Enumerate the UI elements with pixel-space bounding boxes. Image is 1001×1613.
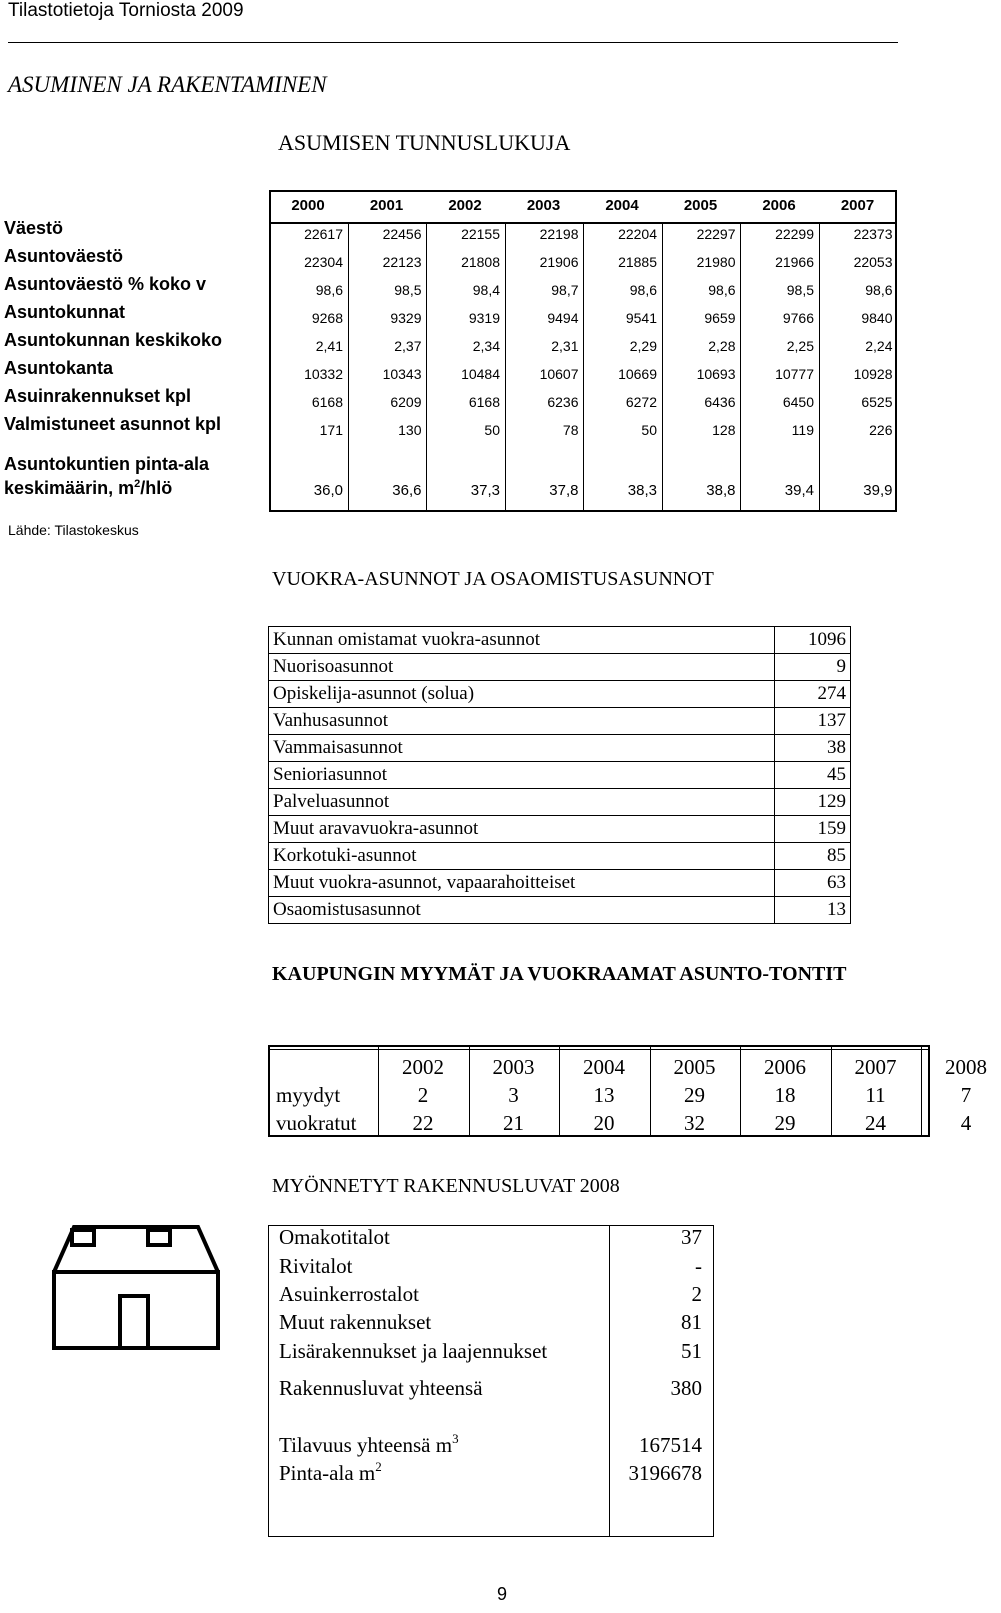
house-icon [52, 1222, 220, 1355]
table2-value: 38 [774, 735, 850, 762]
table3-cell: 29 [684, 1083, 705, 1107]
table1-cell: 9766 [782, 310, 814, 326]
table1-column-divider [426, 222, 427, 512]
table1-cell: 21966 [775, 254, 814, 270]
table4-row-label: Asuinkerrostalot [279, 1282, 419, 1306]
table1-cell: 2,34 [472, 338, 500, 354]
table1-cell: 10928 [853, 366, 893, 382]
table3-cell: 22 [412, 1111, 434, 1135]
table3-row-label: vuokratut [276, 1111, 357, 1135]
table1-cell: 10484 [461, 366, 500, 382]
table1-column-divider [819, 222, 820, 512]
table1-cell: 22304 [304, 254, 343, 270]
table1-year-header: 2001 [369, 197, 404, 214]
table4-row-value: 2 [691, 1282, 702, 1306]
table3-row-label: myydyt [276, 1083, 341, 1107]
table2-row [269, 654, 851, 681]
table4-row-value: 37 [681, 1225, 702, 1249]
table4-row-label: Muut rakennukset [279, 1310, 432, 1334]
table3-cell: 21 [503, 1111, 524, 1135]
table3-year-header: 2004 [583, 1055, 625, 1079]
table4-row-value: - [695, 1254, 702, 1278]
table1-cell: 2,37 [394, 338, 422, 354]
table1-cell: 98,6 [708, 282, 736, 298]
unit-superscript: 2 [375, 1459, 382, 1474]
table1-cell: 2,31 [551, 338, 579, 354]
table1-year-header: 2003 [526, 197, 561, 214]
table1-cell: 6168 [468, 394, 500, 410]
table1-cell: 119 [791, 422, 814, 438]
table1-row-label: Väestö [4, 218, 64, 238]
table3-top-rule [270, 1049, 928, 1050]
table3-year-header: 2005 [673, 1055, 716, 1079]
table1-column-divider [505, 222, 506, 512]
table2-row [269, 789, 851, 816]
table1-year-header: 2007 [840, 197, 875, 214]
table1-cell: 21980 [696, 254, 736, 270]
table1-cell: 21885 [618, 254, 657, 270]
table3-year-header: 2008 [945, 1055, 987, 1079]
table1-cell: 10669 [618, 366, 657, 382]
table1-cell: 10777 [775, 366, 814, 382]
table2-row [269, 897, 851, 924]
table1-column-divider [348, 222, 349, 512]
table1-cell: 226 [869, 422, 893, 438]
table2-label: Nuorisoasunnot [269, 654, 775, 681]
table1-cell: 39,4 [784, 482, 814, 499]
table1-source: Lähde: Tilastokeskus [8, 522, 139, 538]
table1-cell: 22299 [775, 226, 814, 242]
table3-year-header: 2002 [402, 1055, 444, 1079]
table1-cell: 22053 [853, 254, 893, 270]
table3-cell: 18 [774, 1083, 796, 1107]
table1-cell: 98,7 [551, 282, 579, 298]
table2-value: 85 [774, 843, 850, 870]
table1-cell: 10607 [539, 366, 579, 382]
table4-volume-value: 167514 [639, 1433, 702, 1457]
table1-cell: 21808 [461, 254, 500, 270]
table3-column-divider [378, 1047, 379, 1135]
table1-cell: 50 [484, 422, 500, 438]
table3-cell: 3 [508, 1083, 519, 1107]
table3-column-divider [469, 1047, 470, 1135]
table1-row-label: Asuntoväestö [4, 246, 124, 266]
table1-row-label: Asuntoväestö % koko v [4, 274, 207, 294]
table1-year-header: 2006 [762, 197, 796, 214]
table3-cell: 7 [960, 1083, 972, 1107]
table1-cell: 22373 [853, 226, 893, 242]
table4-area-value: 3196678 [628, 1461, 702, 1485]
table2-row [269, 708, 851, 735]
table1-cell: 22204 [618, 226, 657, 242]
table1-cell: 9659 [704, 310, 736, 326]
table4-total-value: 380 [670, 1376, 702, 1400]
table4-row-value: 81 [681, 1310, 702, 1334]
table2-value: 1096 [774, 627, 850, 654]
table1-year-header: 2000 [291, 197, 325, 214]
label-text: Tilavuus yhteensä m [279, 1433, 453, 1457]
table1-cell: 98,6 [865, 282, 893, 298]
table1-cell: 2,28 [708, 338, 736, 354]
plots-table [268, 1045, 987, 1137]
table1-cell: 9329 [390, 310, 422, 326]
table4-total-label: Rakennusluvat yhteensä [279, 1376, 483, 1400]
table2-label: Palveluasunnot [269, 789, 775, 816]
table1-cell: 2,25 [786, 338, 814, 354]
table1-cell: 37,8 [549, 482, 579, 499]
table1-cell: 6450 [782, 394, 814, 410]
table3-cell: 24 [865, 1111, 886, 1135]
table1-cell: 6236 [547, 394, 579, 410]
table2-row [269, 762, 851, 789]
table3-cell: 32 [684, 1111, 705, 1135]
table3-column-divider [559, 1047, 560, 1135]
page-number: 9 [497, 1584, 508, 1604]
table2-value: 129 [774, 789, 850, 816]
table1-year-header: 2002 [448, 197, 482, 214]
table1-cell: 171 [319, 422, 343, 438]
building-permits-table [268, 1225, 714, 1537]
table1-cell: 10343 [382, 366, 422, 382]
table1-row-label: Asuntokuntien pinta-ala [4, 454, 210, 474]
table1-cell: 2,41 [315, 338, 343, 354]
table2-label: Vammaisasunnot [269, 735, 775, 762]
table4-row-label: Omakotitalot [279, 1225, 390, 1249]
table2-value: 9 [774, 654, 850, 681]
table1-cell: 98,4 [472, 282, 500, 298]
table4-row-label: Rivitalot [279, 1254, 353, 1278]
table1-row-label: Asuntokanta [4, 358, 114, 378]
table1-cell: 22617 [304, 226, 343, 242]
table1-cell: 37,3 [470, 482, 500, 499]
table1-cell: 36,6 [392, 482, 422, 499]
table4-area-label [279, 1461, 382, 1486]
table1-cell: 9494 [547, 310, 579, 326]
table2-row [269, 735, 851, 762]
table1-column-divider [740, 222, 741, 512]
unit-superscript: 3 [452, 1431, 459, 1446]
header-divider [8, 42, 898, 43]
table3-year-header: 2003 [492, 1055, 535, 1079]
table1-row-label: Asuntokunnat [4, 302, 125, 322]
table1-column-divider [662, 222, 663, 512]
table1-cell: 9268 [311, 310, 343, 326]
table4-column-divider [609, 1226, 610, 1536]
table1-cell: 78 [562, 422, 579, 438]
table4-row-value: 51 [681, 1339, 702, 1363]
table3-cell: 2 [417, 1083, 429, 1107]
table2-value: 159 [774, 816, 850, 843]
table3-cell: 11 [865, 1083, 886, 1107]
table1-cell: 38,3 [627, 482, 657, 499]
table1-year-header: 2005 [683, 197, 718, 214]
table2-label: Opiskelija-asunnot (solua) [269, 681, 775, 708]
table1-cell: 128 [712, 422, 736, 438]
table1-cell: 130 [398, 422, 422, 438]
table2-label: Muut aravavuokra-asunnot [269, 816, 775, 843]
table2-value: 63 [774, 870, 850, 897]
table1-row-label: Valmistuneet asunnot kpl [4, 414, 222, 434]
table3-column-divider [740, 1047, 741, 1135]
table1-cell: 6168 [311, 394, 343, 410]
table1-cell: 22297 [696, 226, 736, 242]
table1-cell: 6272 [625, 394, 657, 410]
table1-cell: 98,5 [394, 282, 422, 298]
table1-cell: 9319 [468, 310, 500, 326]
table1-cell: 9840 [861, 310, 893, 326]
table1-column-divider [583, 222, 584, 512]
table1-cell: 98,6 [315, 282, 343, 298]
table2-row [269, 870, 851, 897]
table1-cell: 38,8 [706, 482, 736, 499]
table3-cell: 4 [960, 1111, 972, 1135]
table1-title: ASUMISEN TUNNUSLUKUJA [278, 130, 571, 155]
table2-row [269, 627, 851, 654]
table1-cell: 10693 [696, 366, 736, 382]
table3-year-header: 2006 [764, 1055, 806, 1079]
section-title: ASUMINEN JA RAKENTAMINEN [8, 72, 327, 97]
housing-indicators-table [2, 190, 898, 514]
table2-row [269, 681, 851, 708]
table1-cell: 9541 [625, 310, 657, 326]
table1-cell: 22123 [382, 254, 422, 270]
table2-value: 13 [774, 897, 850, 924]
label-text: /hlö [140, 478, 173, 498]
table1-cell: 2,29 [629, 338, 657, 354]
table3-column-divider [650, 1047, 651, 1135]
table1-cell: 6209 [390, 394, 422, 410]
table2-label: Muut vuokra-asunnot, vapaarahoitteiset [269, 870, 775, 897]
table1-cell: 36,0 [313, 482, 343, 499]
table3-title: KAUPUNGIN MYYMÄT JA VUOKRAAMAT ASUNTO-TONTIT [272, 963, 847, 985]
table2-value: 274 [774, 681, 850, 708]
table1-cell: 50 [641, 422, 657, 438]
label-text: keskimäärin, m [4, 478, 135, 498]
table1-year-header: 2004 [605, 197, 639, 214]
document-header: Tilastotietoja Torniosta 2009 [8, 0, 244, 21]
table1-cell: 39,9 [863, 482, 893, 499]
table1-row-label: Asuntokunnan keskikoko [4, 330, 223, 350]
table2-label: Kunnan omistamat vuokra-asunnot [269, 627, 775, 654]
table1-cell: 22456 [382, 226, 422, 242]
table1-row-label: Asuinrakennukset kpl [4, 386, 192, 406]
table1-cell: 2,24 [865, 338, 893, 354]
table2-label: Senioriasunnot [269, 762, 775, 789]
table4-title: MYÖNNETYT RAKENNUSLUVAT 2008 [272, 1175, 620, 1197]
table1-cell: 6525 [861, 394, 893, 410]
table3-cell: 29 [774, 1111, 796, 1135]
table4-volume-label [279, 1433, 459, 1458]
table3-cell: 13 [593, 1083, 615, 1107]
table1-cell: 98,6 [629, 282, 657, 298]
table1-cell: 22198 [539, 226, 579, 242]
table3-cell: 20 [593, 1111, 615, 1135]
table2-title: VUOKRA-ASUNNOT JA OSAOMISTUSASUNNOT [272, 568, 714, 590]
table1-cell: 98,5 [786, 282, 814, 298]
table2-label: Korkotuki-asunnot [269, 843, 775, 870]
table3-year-header: 2007 [854, 1055, 897, 1079]
table1-cell: 10332 [304, 366, 343, 382]
rental-housing-table [268, 626, 851, 924]
table4-row-label: Lisärakennukset ja laajennukset [279, 1339, 548, 1363]
table3-column-divider [831, 1047, 832, 1135]
table1-cell: 21906 [539, 254, 579, 270]
table2-label: Osaomistusasunnot [269, 897, 775, 924]
table1-cell: 6436 [704, 394, 736, 410]
label-superscript: 2 [134, 478, 141, 490]
table2-row [269, 843, 851, 870]
table2-label: Vanhusasunnot [269, 708, 775, 735]
table2-value: 137 [774, 708, 850, 735]
table2-value: 45 [774, 762, 850, 789]
table1-cell: 22155 [461, 226, 500, 242]
table1-row-label-line2 [4, 478, 172, 499]
table3-column-divider [921, 1047, 922, 1135]
label-text: Pinta-ala m [279, 1461, 376, 1485]
table2-row [269, 816, 851, 843]
